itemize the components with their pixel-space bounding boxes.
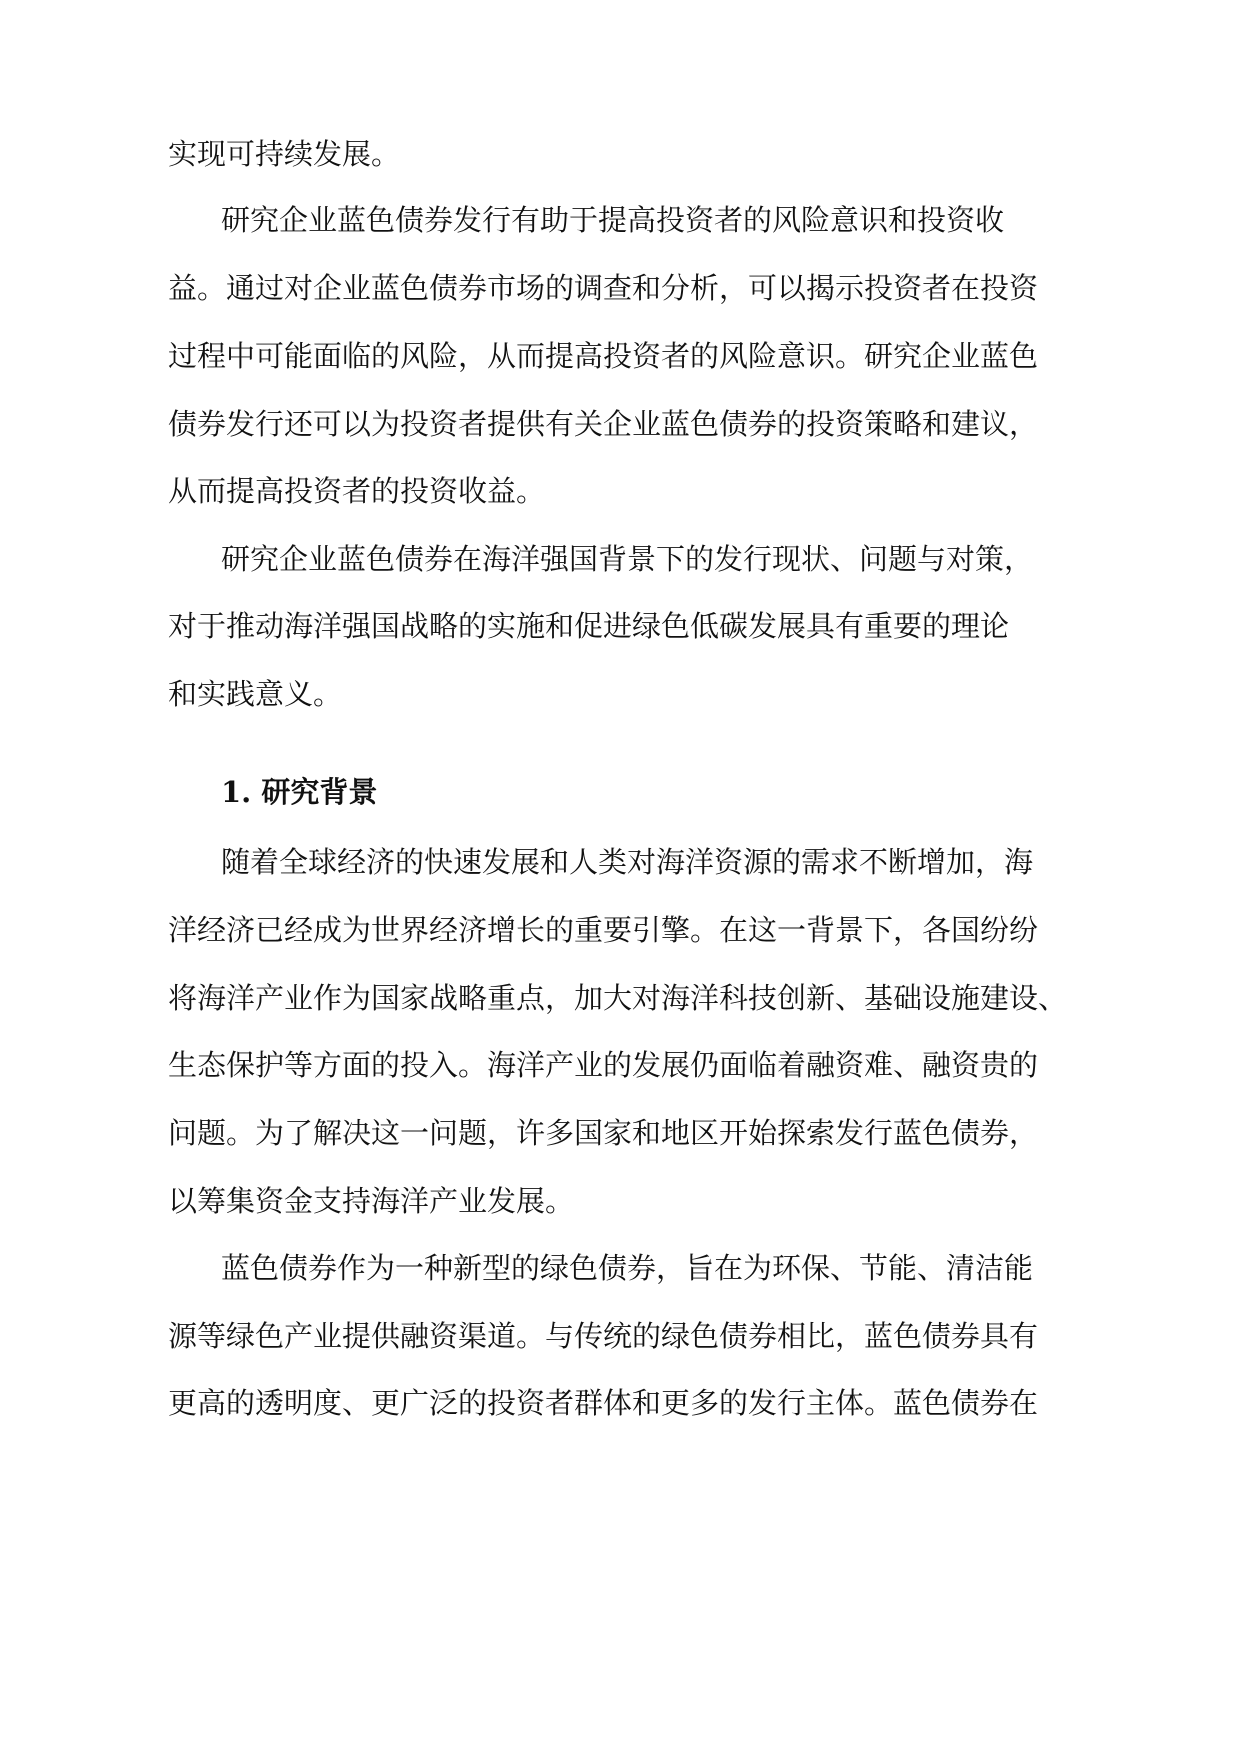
paragraph-line: 益。通过对企业蓝色债券市场的调查和分析，可以揭示投资者在投资	[168, 271, 1039, 305]
paragraph-line: 实现可持续发展。	[168, 137, 401, 171]
paragraph-line: 蓝色债券作为一种新型的绿色债券，旨在为环保、节能、清洁能	[221, 1251, 1034, 1285]
paragraph-line: 问题。为了解决这一问题，许多国家和地区开始探索发行蓝色债券，	[168, 1116, 1039, 1150]
section-heading: 1. 研究背景	[221, 775, 378, 809]
paragraph-line: 对于推动海洋强国战略的实施和促进绿色低碳发展具有重要的理论	[168, 609, 1010, 643]
paragraph-line: 洋经济已经成为世界经济增长的重要引擎。在这一背景下，各国纷纷	[168, 913, 1039, 947]
paragraph-line: 研究企业蓝色债券发行有助于提高投资者的风险意识和投资收	[221, 203, 1005, 237]
paragraph-line: 从而提高投资者的投资收益。	[168, 474, 546, 508]
paragraph-line: 更高的透明度、更广泛的投资者群体和更多的发行主体。蓝色债券在	[168, 1386, 1039, 1420]
paragraph-line: 随着全球经济的快速发展和人类对海洋资源的需求不断增加，海	[221, 845, 1034, 879]
paragraph-line: 生态保护等方面的投入。海洋产业的发展仍面临着融资难、融资贵的	[168, 1048, 1039, 1082]
paragraph-line: 债券发行还可以为投资者提供有关企业蓝色债券的投资策略和建议，	[168, 407, 1039, 441]
paragraph-line: 以筹集资金支持海洋产业发展。	[168, 1184, 575, 1218]
paragraph-line: 和实践意义。	[168, 677, 343, 711]
paragraph-line: 源等绿色产业提供融资渠道。与传统的绿色债券相比，蓝色债券具有	[168, 1319, 1039, 1353]
paragraph-line: 研究企业蓝色债券在海洋强国背景下的发行现状、问题与对策，	[221, 542, 1034, 576]
paragraph-line: 过程中可能面临的风险，从而提高投资者的风险意识。研究企业蓝色	[168, 339, 1039, 373]
paragraph-line: 将海洋产业作为国家战略重点，加大对海洋科技创新、基础设施建设、	[168, 981, 1068, 1015]
